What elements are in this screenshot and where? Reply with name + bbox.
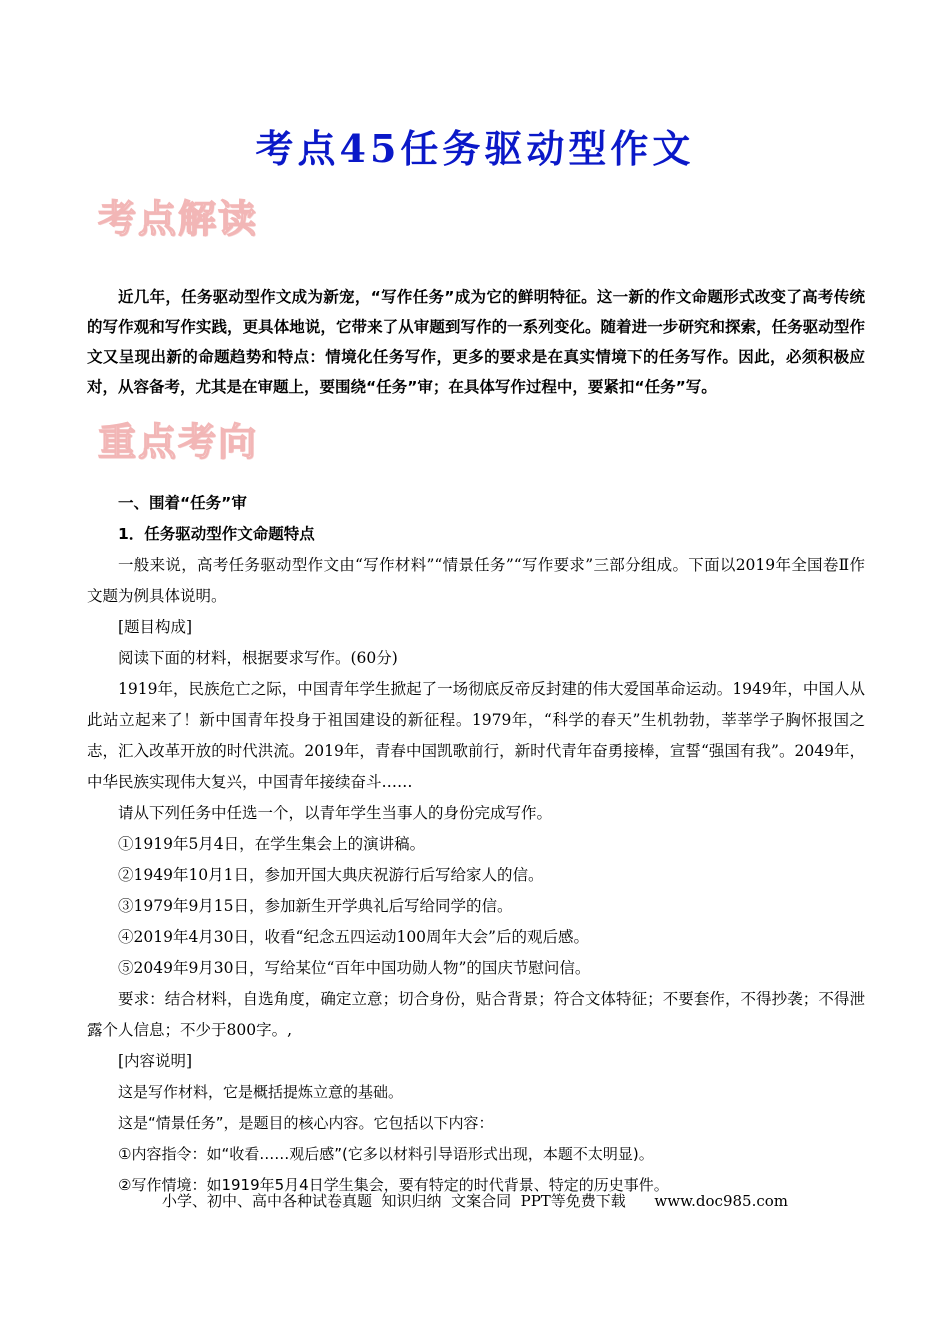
intro-paragraph: 近几年，任务驱动型作文成为新宠，“写作任务”成为它的鲜明特征。这一新的作文命题形式改变了高考传统的写作观和写作实践，更具体地说，它带来了从审题到写作的一系列变化。随着进一步研究和探索，任务驱动型作文又呈现出新的命题趋势和特点：情境化任务写作，更多的要求是在真实情境下的任务写作。因此，必须积极应对，从容备考，尤其是在审题上，要围绕“任务”审；在具体写作过程中，要紧扣“任务”写。 (87, 287, 865, 396)
paragraph-read-instruction: 阅读下面的材料，根据要求写作。(60分) (118, 649, 398, 667)
label-composition: [题目构成] (118, 618, 193, 636)
label-content: [内容说明] (118, 1052, 193, 1070)
article-body (87, 488, 865, 1201)
section-banner-direction: 重点考向 (98, 420, 259, 464)
paragraph-general: 一般来说，高考任务驱动型作文由“写作材料”“情景任务”“写作要求”三部分组成。下面以2019年全国卷Ⅱ作文题为例具体说明。 (87, 556, 865, 605)
paragraph-task: 请从下列任务中任选一个，以青年学生当事人的身份完成写作。 (118, 804, 553, 822)
heading-level-1: 一、围着“任务”审 (118, 494, 247, 512)
task-option: ①1919年5月4日，在学生集会上的演讲稿。 (118, 835, 426, 853)
heading-level-2: 1．任务驱动型作文命题特点 (118, 525, 315, 543)
paragraph-explain-3: ①内容指令：如“收看……观后感”(它多以材料引导语形式出现，本题不太明显)。 (118, 1145, 654, 1163)
page-title: 考点45任务驱动型作文 (255, 126, 695, 171)
task-option: ②1949年10月1日，参加开国大典庆祝游行后写给家人的信。 (118, 866, 544, 884)
page-footer: 小学、初中、高中各种试卷真题 知识归纳 文案合同 PPT等免费下载 www.doc985.com (162, 1192, 789, 1210)
paragraph-explain-2: 这是“情景任务”，是题目的核心内容。它包括以下内容： (118, 1114, 494, 1132)
paragraph-explain-4: ②写作情境：如1919年5月4日学生集会，要有特定的时代背景、特定的历史事件。 (118, 1176, 669, 1194)
task-option: ④2019年4月30日，收看“纪念五四运动100周年大会”后的观后感。 (118, 928, 589, 946)
paragraph-requirements: 要求：结合材料，自选角度，确定立意；切合身份，贴合背景；符合文体特征；不要套作，不得抄袭；不得泄露个人信息；不少于800字。, (87, 990, 865, 1039)
task-option: ③1979年9月15日，参加新生开学典礼后写给同学的信。 (118, 897, 513, 915)
paragraph-explain-1: 这是写作材料，它是概括提炼立意的基础。 (118, 1083, 404, 1101)
paragraph-material: 1919年，民族危亡之际，中国青年学生掀起了一场彻底反帝反封建的伟大爱国革命运动。1949年，中国人从此站立起来了！新中国青年投身于祖国建设的新征程。1979年，“科学的春天”生机勃勃，莘莘学子胸怀报国之志，汇入改革开放的时代洪流。2019年，青春中国凯歌前行，新时代青年奋勇接棒，宣誓“强国有我”。2049年，中华民族实现伟大复兴，中国青年接续奋斗…… (87, 680, 865, 791)
section-banner-interpretation: 考点解读 (98, 197, 259, 241)
task-option: ⑤2049年9月30日，写给某位“百年中国功勋人物”的国庆节慰问信。 (118, 959, 591, 977)
